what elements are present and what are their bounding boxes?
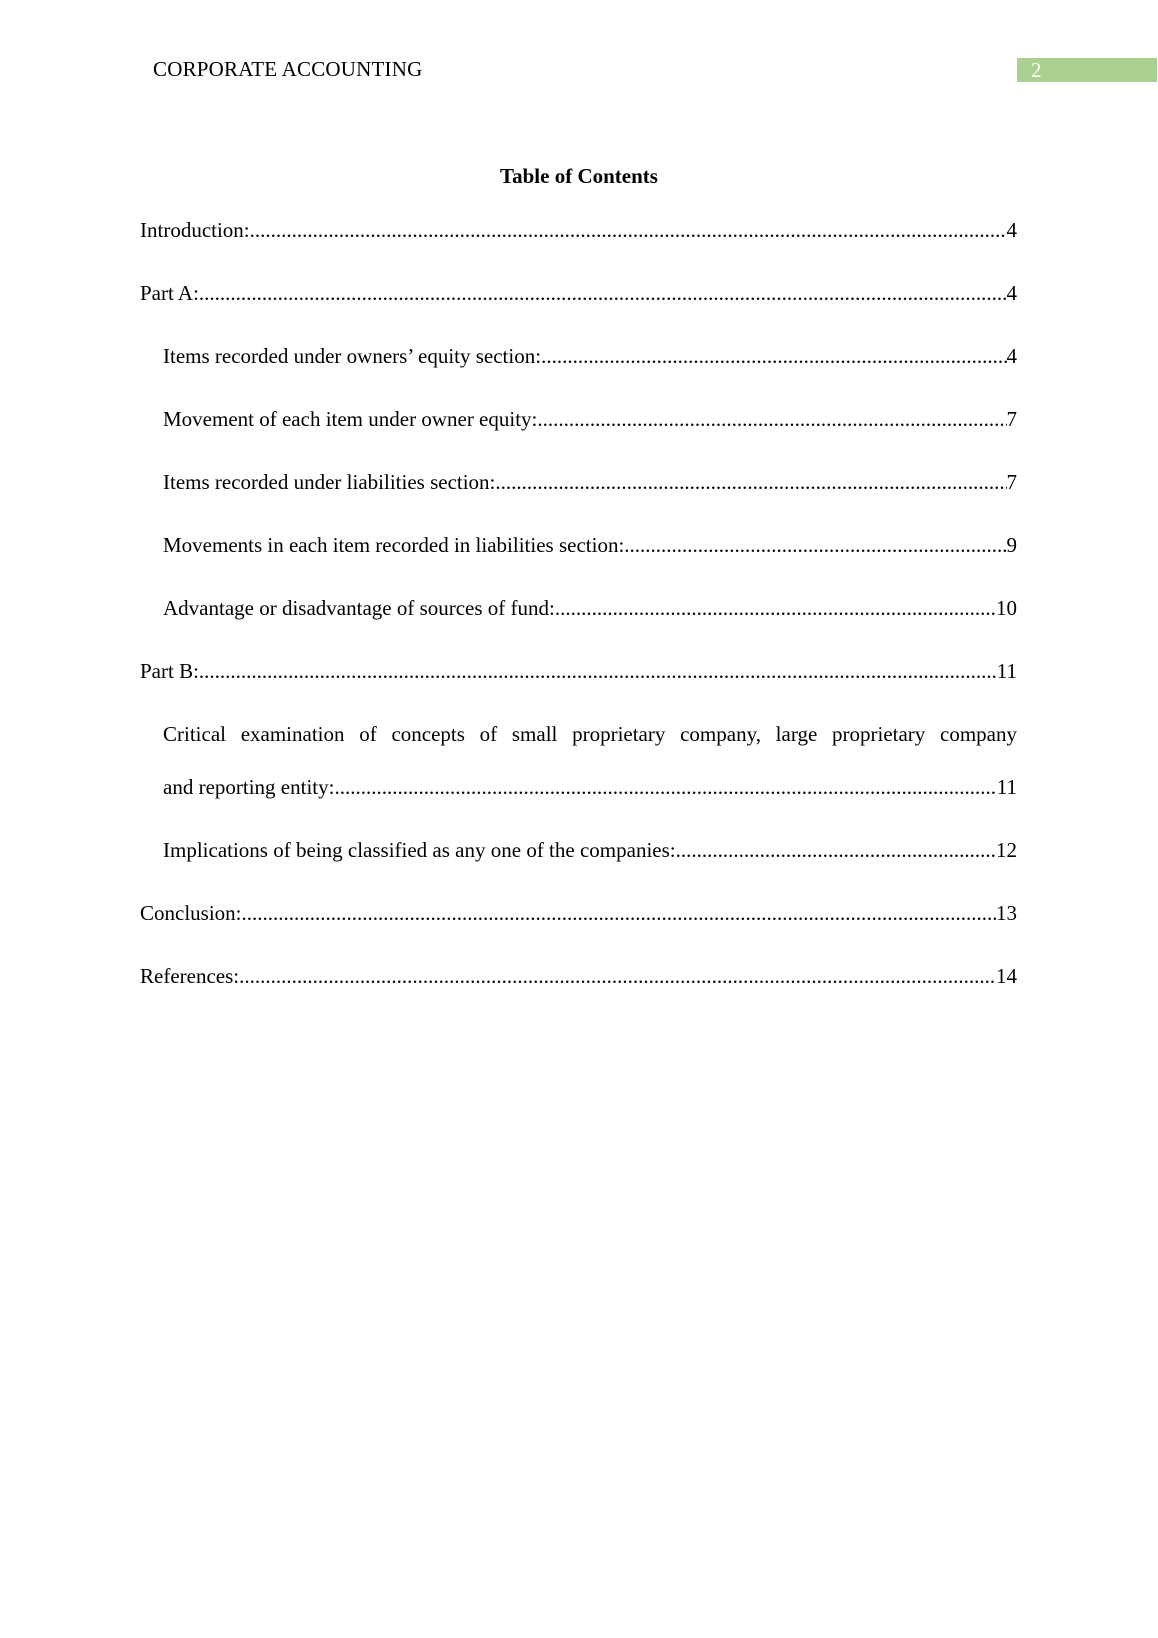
- toc-dot-leader: [250, 217, 1007, 243]
- toc-dot-leader: [555, 595, 996, 621]
- toc-dot-leader: [541, 343, 1006, 369]
- toc-entry-label: Implications of being classified as any one of the companies:: [163, 838, 676, 862]
- toc-dot-leader: [199, 658, 997, 684]
- toc-heading: Table of Contents: [500, 164, 658, 188]
- toc-entry-page: 10: [996, 596, 1017, 620]
- toc-entry-sources-of-fund[interactable]: [163, 595, 1017, 621]
- toc-dot-leader: [624, 532, 1006, 558]
- toc-entry-page: 9: [1006, 533, 1017, 557]
- toc-dot-leader: [676, 837, 996, 863]
- toc-entry-label: Items recorded under owners’ equity section:: [163, 344, 542, 368]
- toc-entry-part-a[interactable]: [140, 280, 1017, 306]
- toc-entry-label: Introduction:: [140, 218, 250, 242]
- toc-entry-part-b[interactable]: [140, 658, 1017, 684]
- toc-entry-label: Items recorded under liabilities section:: [163, 470, 496, 494]
- toc-entry-label: Part B:: [140, 659, 199, 683]
- toc-entry-label: Part A:: [140, 281, 199, 305]
- toc-entry-classification-implications[interactable]: [163, 837, 1017, 863]
- toc-entry-liabilities-items[interactable]: [163, 469, 1017, 495]
- toc-entry-label: and reporting entity:: [163, 775, 335, 799]
- toc-entry-label: Conclusion:: [140, 901, 242, 925]
- toc-dot-leader: [242, 900, 996, 926]
- toc-entry-page: 11: [996, 659, 1017, 683]
- running-header-title: CORPORATE ACCOUNTING: [153, 57, 423, 81]
- toc-dot-leader: [495, 469, 1006, 495]
- page-number-badge: [1017, 58, 1157, 82]
- toc-entry-page: 7: [1006, 470, 1017, 494]
- toc-entry-references[interactable]: [140, 963, 1017, 989]
- toc-entry-page: 4: [1006, 218, 1017, 242]
- toc-entry-label: Movements in each item recorded in liabilities section:: [163, 533, 625, 557]
- toc-dot-leader: [239, 963, 996, 989]
- toc-entry-label: References:: [140, 964, 240, 988]
- toc-entry-owners-equity-items[interactable]: [163, 343, 1017, 369]
- toc-entry-page: 12: [996, 838, 1017, 862]
- toc-dot-leader: [199, 280, 1007, 306]
- toc-entry-page: 4: [1006, 281, 1017, 305]
- toc-entry-conclusion[interactable]: [140, 900, 1017, 926]
- toc-dot-leader: [537, 406, 1006, 432]
- toc-entry-label: Advantage or disadvantage of sources of fund:: [163, 596, 555, 620]
- toc-dot-leader: [334, 774, 996, 800]
- toc-entry-page: 14: [996, 964, 1017, 988]
- toc-entry-introduction[interactable]: [140, 217, 1017, 243]
- toc-entry-owner-equity-movement[interactable]: [163, 406, 1017, 432]
- toc-entry-critical-examination-line1[interactable]: Critical examination of concepts of small proprietary company, large proprietary company: [163, 722, 1017, 746]
- toc-entry-page: 11: [996, 775, 1017, 799]
- toc-entry-label: Movement of each item under owner equity:: [163, 407, 538, 431]
- toc-entry-critical-examination[interactable]: [163, 774, 1017, 800]
- toc-entry-page: 4: [1006, 344, 1017, 368]
- toc-entry-liabilities-movements[interactable]: [163, 532, 1017, 558]
- page-number: 2: [1031, 58, 1042, 82]
- toc-entry-page: 13: [996, 901, 1017, 925]
- toc-entry-page: 7: [1006, 407, 1017, 431]
